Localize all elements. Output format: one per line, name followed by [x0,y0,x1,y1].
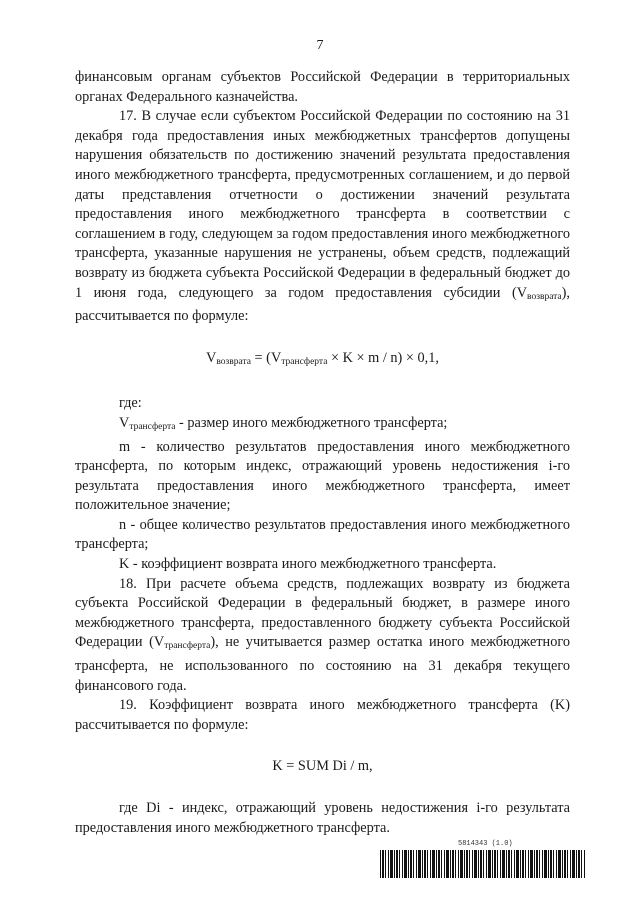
page-number: 7 [316,38,324,53]
paragraph-18-subscript: трансферта [164,641,211,652]
definition-v-transfer [75,414,570,438]
paragraph-17-tail: ), рассчитывается по формуле: [75,284,570,325]
paragraph-18-tail: ), не учитывается размер остатка иного межбюджетного трансферта, не использованного по состоянию на 31 декабря текущего финансового года. [75,634,571,694]
formula-mid: = (V [250,349,282,366]
definition-k: K - коэффициент возврата иного межбюджетного трансферта. [119,556,497,573]
definition-n: n - общее количество результатов предоставления иного межбюджетного трансферта; [75,516,570,553]
barcode-block [380,840,585,880]
formula-v: V [206,349,217,366]
formula-return-volume [75,349,570,373]
subscript-return: возврата [527,291,562,302]
barcode-number: 5814343 (1.0) [458,840,513,848]
def-v-subscript: трансферта [129,421,176,432]
paragraph-18 [75,575,570,697]
formula-rest: × K × m / n) × 0,1, [327,349,439,366]
paragraph-19: 19. Коэффициент возврата иного межбюджетного трансферта (K) рассчитывается по формуле: [75,697,570,733]
barcode-icon [380,850,585,878]
document-body [75,68,570,838]
definition-di: где Di - индекс, отражающий уровень недостижения i-го результата предоставления иного межбюджетного трансферта. [75,800,570,836]
paragraph-18-text: 18. При расчете объема средств, подлежащих возврату из бюджета субъекта Российской Федерации в федеральный бюджет, в размере иного межбюджетного трансферта, предоставленного бюджету субъекта Российской Федерации (V [75,575,570,651]
paragraph-intro: финансовым органам субъектов Российской Федерации в территориальных органах Федерального казначейства. [75,69,570,105]
paragraph-17-text: 17. В случае если субъектом Российской Федерации по состоянию на 31 декабря года предоставления иных межбюджетных трансфертов допущены нарушения обязательств по достижению значений результата предоставления иного межбюджетного трансферта, предусмотренных соглашением, и до первой даты представления отчетности о достижении значений результата предоставления иного межбюджетного трансферта в соответствии с соглашением в году, следующем за годом предоставления иного межбюджетного трансферта, указанные нарушения не устранены, объем средств, подлежащий возврату из бюджета субъекта Российской Федерации в федеральный бюджет до 1 июня года, следующего за годом предоставления субсидии (V [75,108,570,301]
definition-m: m - количество результатов предоставления иного межбюджетного трансферта, по которым индекс, отражающий уровень недостижения i-го результата предоставления иного межбюджетного трансферта, имеет положительное значение; [75,438,570,514]
formula-sub-return: возврата [216,356,251,367]
where-label: где: [119,395,142,412]
def-v-symbol: V [119,414,130,431]
paragraph-17 [75,107,570,327]
formula-sub-transfer: трансферта [281,356,328,367]
formula-coefficient: K = SUM Di / m, [272,758,373,775]
def-v-text: - размер иного межбюджетного трансферта; [175,414,448,431]
